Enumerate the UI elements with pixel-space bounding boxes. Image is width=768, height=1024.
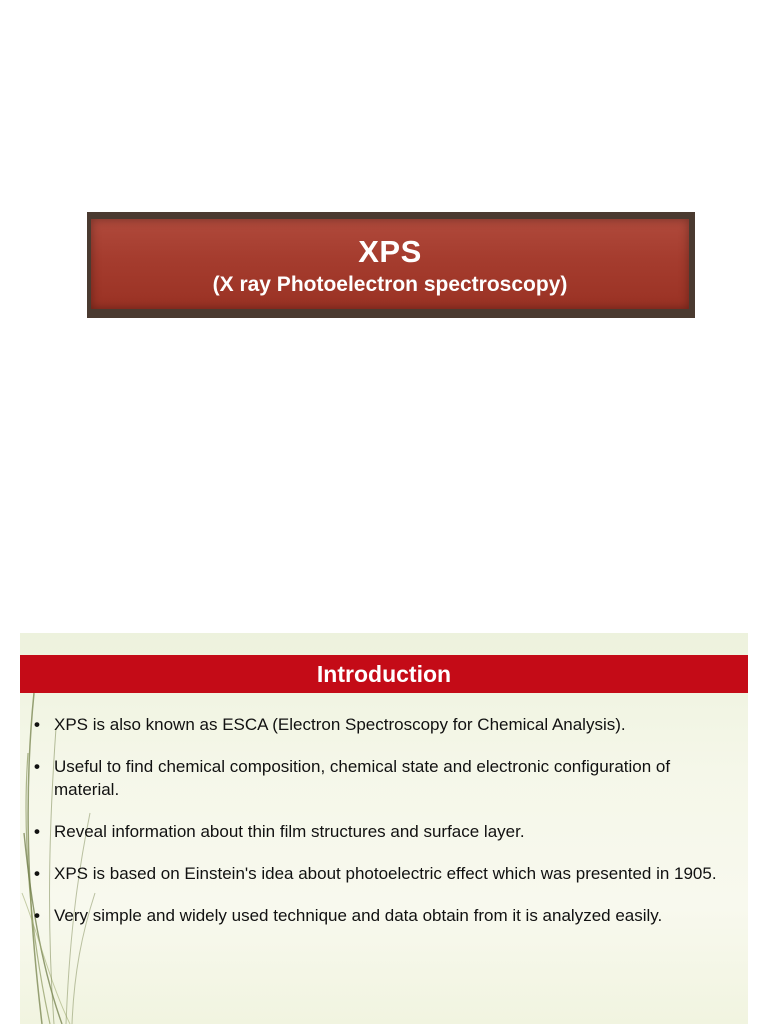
bullet-text: XPS is based on Einstein's idea about photoelectric effect which was presented in 1905. xyxy=(54,864,717,883)
bullet-text: XPS is also known as ESCA (Electron Spectroscopy for Chemical Analysis). xyxy=(54,715,626,734)
intro-heading: Introduction xyxy=(20,655,748,693)
bullet-text: Reveal information about thin film structures and surface layer. xyxy=(54,822,525,841)
title-banner-inner xyxy=(91,219,689,309)
bullet-marker: • xyxy=(34,864,40,883)
intro-slide xyxy=(20,633,748,1024)
bullet-marker: • xyxy=(34,715,40,734)
list-item xyxy=(20,713,748,736)
slide-subtitle: (X ray Photoelectron spectroscopy) xyxy=(212,273,568,296)
bullet-marker: • xyxy=(34,822,40,841)
list-item xyxy=(20,820,748,843)
bullet-text: Useful to find chemical composition, chemical state and electronic configuration of material. xyxy=(54,757,671,799)
list-item xyxy=(20,862,748,885)
list-item xyxy=(20,904,748,927)
bullet-marker: • xyxy=(34,757,40,776)
list-item xyxy=(20,755,748,801)
bullet-text: Very simple and widely used technique and data obtain from it is analyzed easily. xyxy=(54,906,663,925)
title-banner xyxy=(87,212,695,318)
bullet-list xyxy=(20,713,748,946)
bullet-marker: • xyxy=(34,906,40,925)
slide-title: XPS xyxy=(358,234,422,269)
